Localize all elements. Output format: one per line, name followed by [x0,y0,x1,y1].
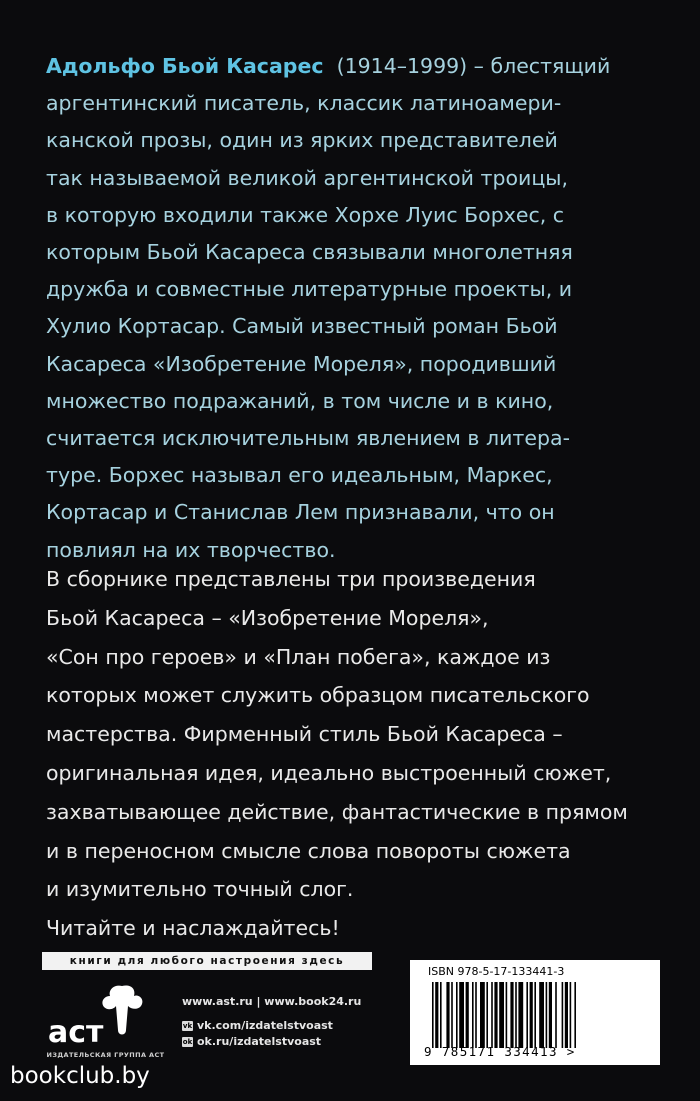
vk-icon: vk [182,1021,193,1030]
isbn-label: ISBN 978-5-17-133441-3 [428,965,565,978]
svg-text:аст: аст [48,1015,104,1050]
barcode-stripe [562,982,564,1048]
publisher-tagline: книги для любого настроения здесь [42,952,372,970]
closing-line: Читайте и наслаждайтесь! [46,916,340,941]
author-name: Адольфо Бьой Касарес [46,54,324,78]
about-author-line: туре. Борхес называл его идеальным, Маркес, [46,463,553,488]
description-line: которых может служить образцом писательского [46,683,590,708]
barcode-stripe [555,982,557,1048]
barcode-stripe [515,982,517,1048]
social-link-text: vk.com/izdatelstvoast [197,1019,333,1032]
barcode-stripe [510,982,513,1048]
about-author-line: повлиял на их творчество. [46,537,336,562]
barcode-digits: 9 785171 334413 > [424,1044,576,1059]
about-author-line: которым Бьой Касареса связывали многолетняя [46,240,573,265]
about-author-line: множество подражаний, в том числе и в кино, [46,388,554,413]
barcode-icon [430,982,650,1048]
barcode-stripe [546,982,548,1048]
social-link-vk [182,1019,333,1032]
barcode-stripe [456,982,458,1048]
description-line: оригинальная идея, идеально выстроенный сюжет, [46,760,612,785]
about-author-line-1: Адольфо Бьой Касарес (1914–1999) – блестящий [46,54,611,78]
about-author-line: Касареса «Изобретение Мореля», породивший [46,351,557,376]
about-author-line: аргентинский писатель, классик латиноамери- [46,91,562,116]
about-author-line: Кортасар и Станислав Лем признавали, что он [46,500,555,525]
description-line: и в переносном смысле слова повороты сюжета [46,838,571,863]
barcode-stripe [539,982,544,1048]
about-author-line: Хулио Кортасар. Самый известный роман Бьой [46,314,558,339]
barcode-stripe [491,982,493,1048]
social-link-ok [182,1035,321,1048]
collection-description-paragraph [46,560,646,948]
barcode-stripe [466,982,469,1048]
about-author-line: считается исключительным явлением в литера- [46,426,570,451]
barcode-stripe [499,982,504,1048]
description-line: В сборнике представлены три произведения [46,567,536,591]
social-link-text: ok.ru/izdatelstvoast [197,1035,322,1048]
description-line: и изумительно точный слог. [46,877,354,902]
description-line: «Сон про героев» и «План побега», каждое из [46,644,551,669]
barcode-stripe [472,982,474,1048]
barcode-stripe [435,982,438,1048]
barcode-stripe [570,982,572,1048]
about-author-line: в которую входили также Хорхе Луис Борхес, с [46,202,565,227]
barcode-stripe [451,982,453,1048]
barcode-stripe [574,982,576,1048]
isbn-barcode-block [410,960,660,1065]
barcode-stripe [526,982,528,1048]
publisher-websites: www.ast.ru | www.book24.ru [182,995,362,1008]
ok-icon: ok [182,1037,193,1046]
about-author-line: дружба и совместные литературные проекты, и [46,277,573,302]
barcode-stripe [459,982,464,1048]
barcode-stripe [549,982,552,1048]
about-author-paragraph [46,48,646,569]
barcode-stripe [494,982,497,1048]
description-line: захватывающее действие, фантастические в прямом [46,799,628,824]
barcode-stripe [534,982,536,1048]
site-watermark: bookclub.by [10,1063,150,1089]
description-line: Бьой Касареса – «Изобретение Мореля», [46,605,489,630]
barcode-stripe [475,982,477,1048]
description-line: мастерства. Фирменный стиль Бьой Касареса – [46,722,563,747]
barcode-stripe [440,982,442,1048]
barcode-stripe [446,982,449,1048]
about-author-line: так называемой великой аргентинской троицы, [46,165,568,190]
barcode-stripe [432,982,434,1048]
barcode-stripe [506,982,508,1048]
barcode-stripe [486,982,488,1048]
about-author-line: канской прозы, один из ярких представителей [46,128,558,153]
barcode-stripe [480,982,485,1048]
barcode-stripe [518,982,523,1048]
publisher-caption: ИЗДАТЕЛЬСКАЯ ГРУППА АСТ [46,1051,165,1059]
barcode-stripe [530,982,533,1048]
barcode-stripe [565,982,568,1048]
